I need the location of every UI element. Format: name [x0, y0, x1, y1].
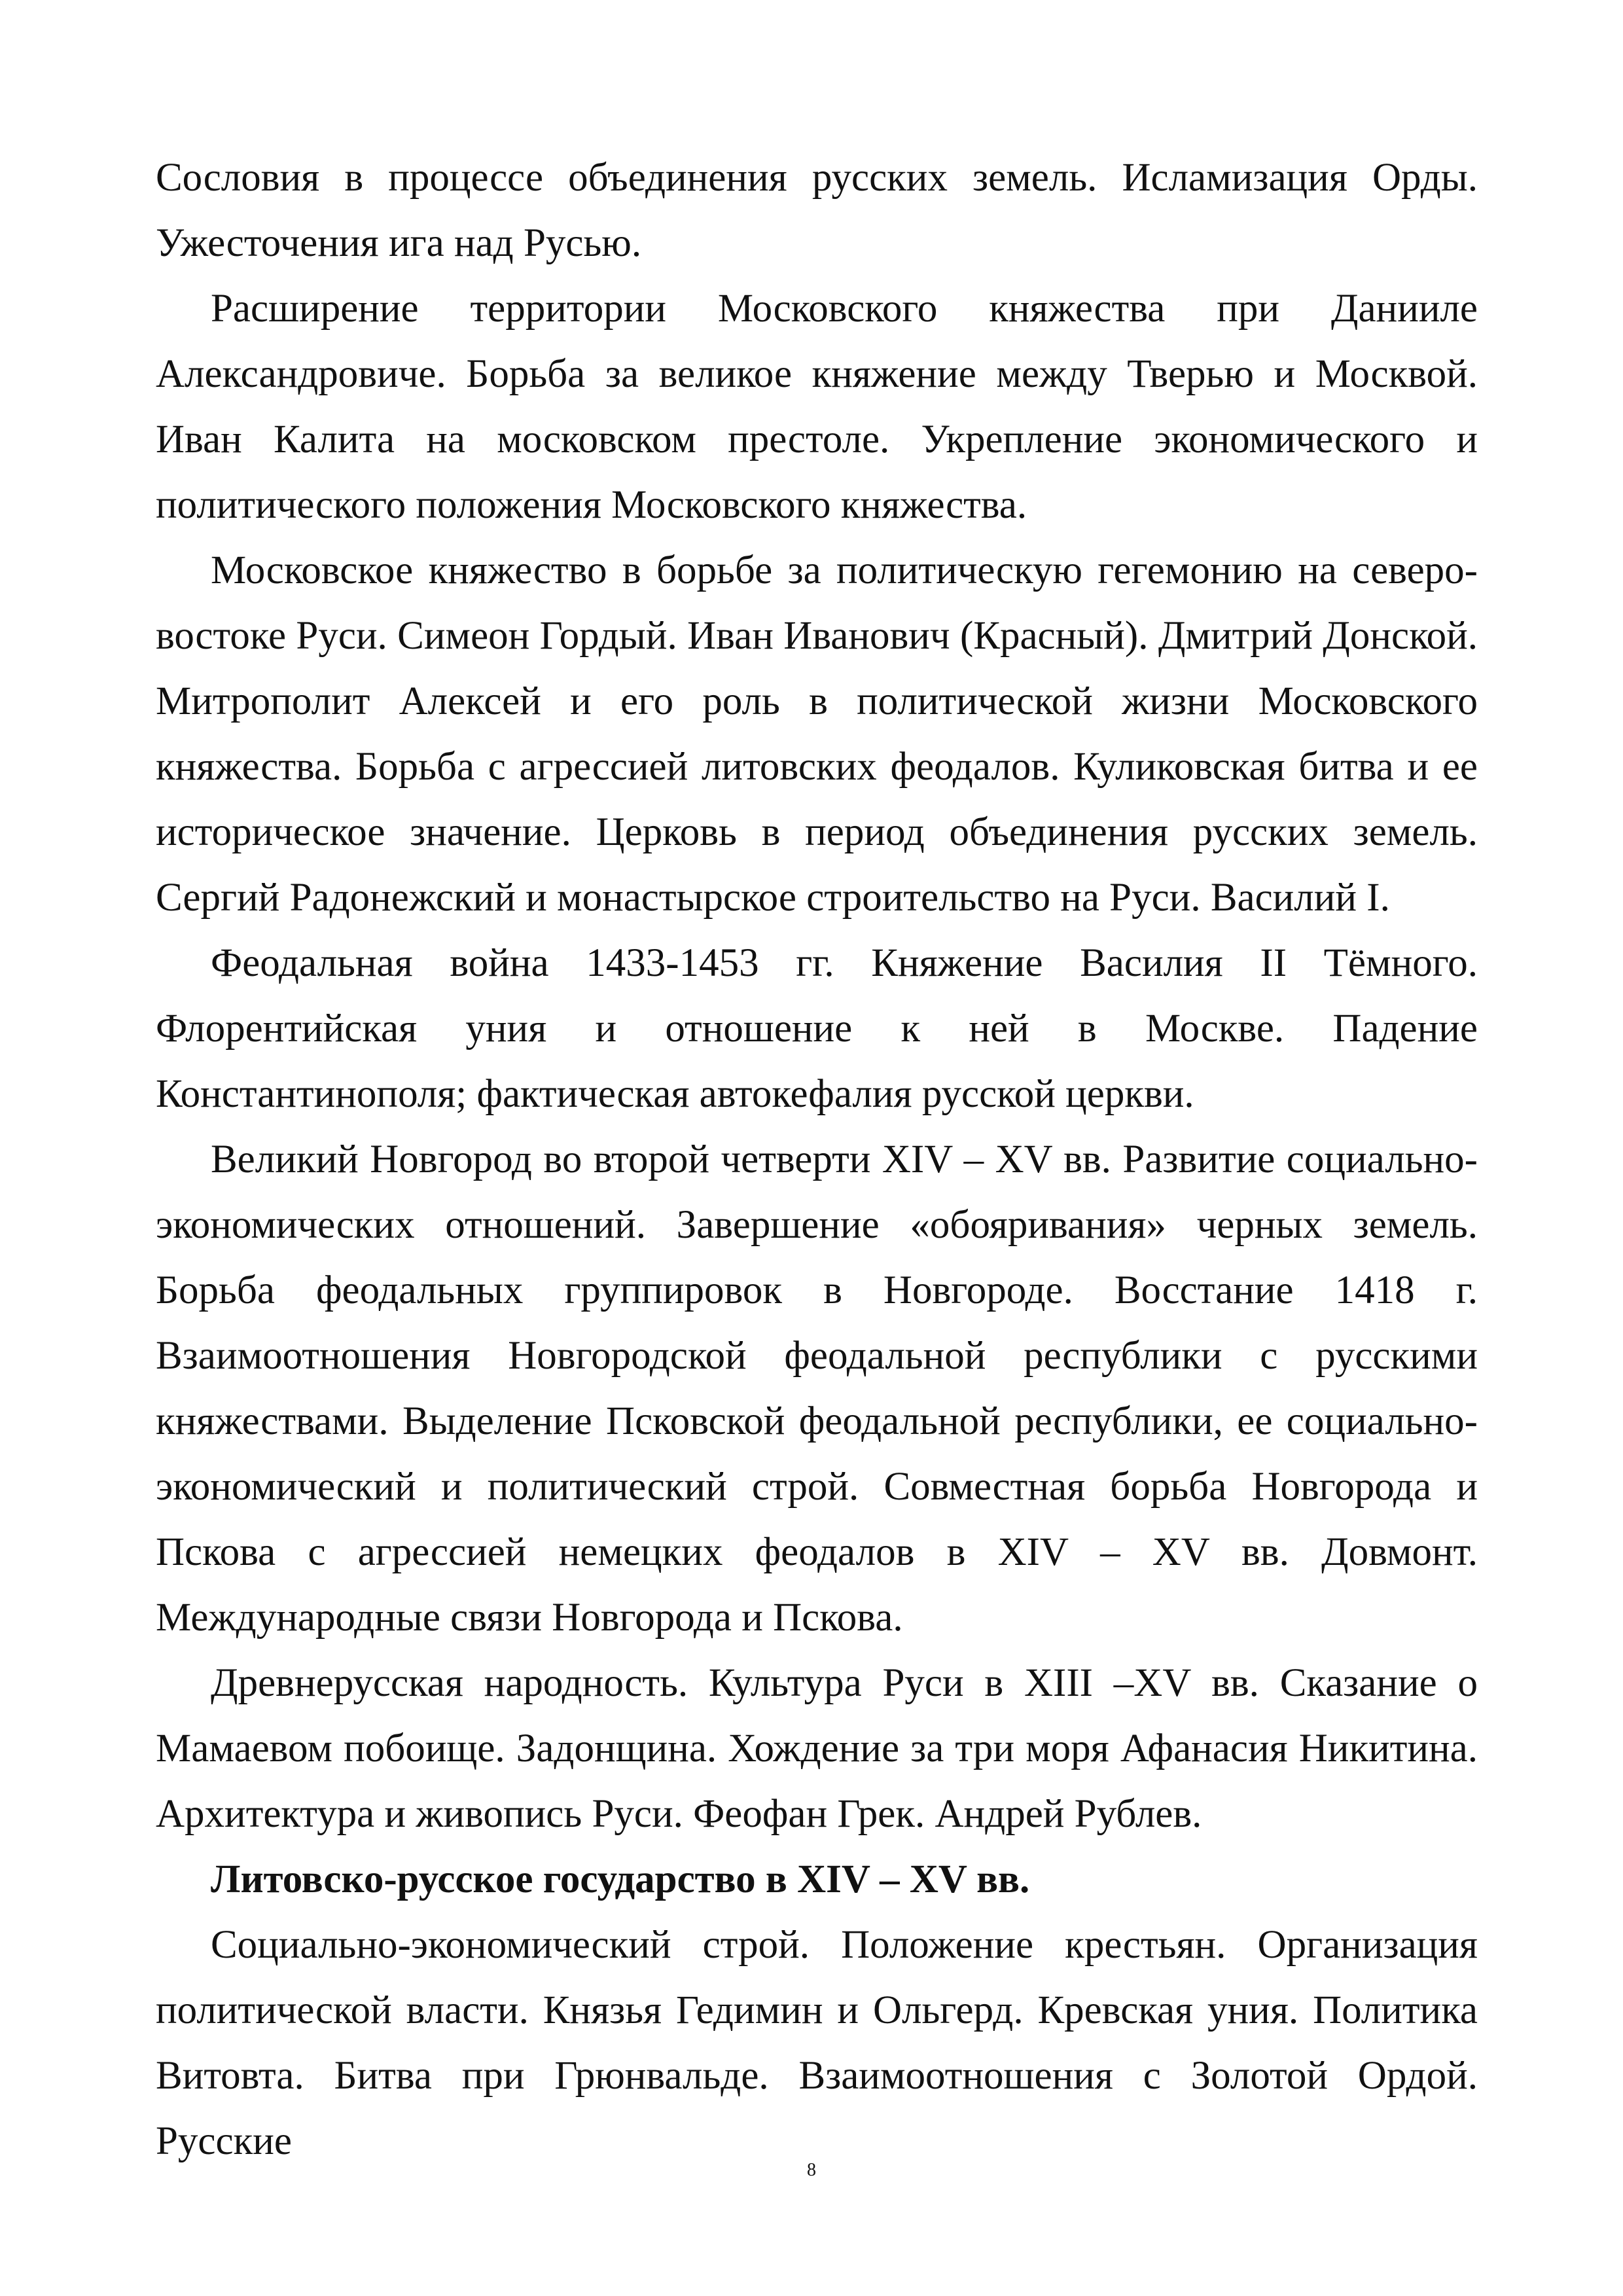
paragraph-novgorod: Великий Новгород во второй четверти XIV – XV вв. Развитие социально-экономических отношений. Завершение «обояривания» черных земель. Борьба феодальных группировок в Новгороде. Восстание 1418 г. Взаимоотношения Новгородской феодальной республики с русскими княжествами. Выделение Псковской феодальной республики, ее социально-экономический и политический строй. Совместная борьба Новгорода и Пскова с агрессией немецких феодалов в XIV – XV вв. Довмонт. Международные связи Новгорода и Пскова.	[156, 1138, 1478, 1640]
paragraph-estates: Сословия в процессе объединения русских земель. Исламизация Орды. Ужесточения ига над Русью.	[156, 156, 1478, 265]
section-heading: Литовско-русское государство в XIV – XV вв.	[211, 1857, 1030, 1901]
paragraph-lithuania: Социально-экономический строй. Положение крестьян. Организация политической власти. Князья Гедимин и Ольгерд. Кревская уния. Политика Витовта. Битва при Грюнвальде. Взаимоотношения с Золотой Ордой. Русские	[156, 1923, 1478, 2163]
paragraph-moscow-hegemony: Московское княжество в борьбе за политическую гегемонию на северо-востоке Руси. Симеон Гордый. Иван Иванович (Красный). Дмитрий Донской. Митрополит Алексей и его роль в политической жизни Московского княжества. Борьба с агрессией литовских феодалов. Куликовская битва и ее историческое значение. Церковь в период объединения русских земель. Сергий Радонежский и монастырское строительство на Руси. Василий I.	[156, 548, 1478, 920]
paragraph-feudal-war: Феодальная война 1433-1453 гг. Княжение Василия II Тёмного. Флорентийская уния и отношение к ней в Москве. Падение Константинополя; фактическая автокефалия русской церкви.	[156, 941, 1478, 1116]
page-number: 8	[807, 2160, 816, 2180]
document-page	[156, 145, 1478, 2174]
paragraph-moscow-expansion: Расширение территории Московского княжества при Данииле Александровиче. Борьба за великое княжение между Тверью и Москвой. Иван Калита на московском престоле. Укрепление экономического и политического положения Московского княжества.	[156, 287, 1478, 527]
paragraph-culture: Древнерусская народность. Культура Руси в XIII –XV вв. Сказание о Мамаевом побоище. Задонщина. Хождение за три моря Афанасия Никитина. Архитектура и живопись Руси. Феофан Грек. Андрей Рублев.	[156, 1661, 1478, 1836]
